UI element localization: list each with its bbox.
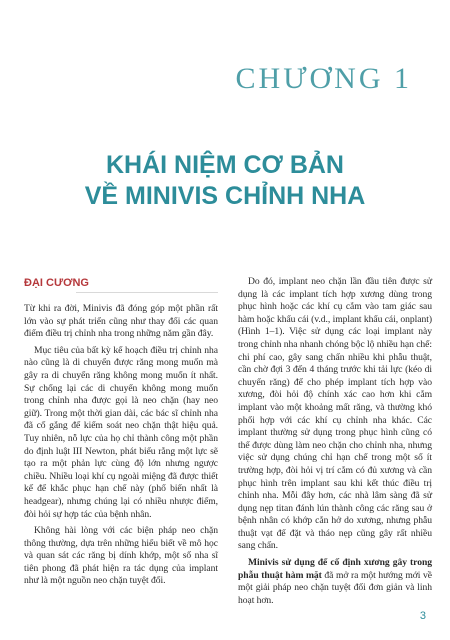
section-heading: ĐẠI CƯƠNG xyxy=(24,277,89,289)
left-column xyxy=(24,276,218,592)
chapter-title-line-2: VỀ MINIVIS CHỈNH NHA xyxy=(84,182,366,210)
paragraph-text: đã mở ra một hướng mới về một giải pháp neo chặn tuyệt đối đơn giản và linh hoạt hơn. xyxy=(238,569,432,606)
paragraph: Mục tiêu của bất kỳ kế hoạch điều trị chỉnh nha nào cũng là di chuyển được răng mong muốn mà gây ra di chuyển răng không mong muốn ít nhất. Sự chống lại các di chuyển không mong muốn trong chỉnh nha được gọi là neo chặn (hay neo giữ). Trong một thời gian dài, các bác sĩ chỉnh nha đã cố gắng để kiểm soát neo chặn thật hiệu quả. Tuy nhiên, nỗ lực của họ chỉ thành công một phần do định luật III Newton, phát biểu rằng một lực sẽ tạo ra một phản lực cùng độ lớn nhưng ngược chiều. Nhiều loại khí cụ ngoài miệng đã được thiết kế để khắc phục hạn chế này (phổ biến nhất là headgear), nhưng chúng lại có nhiều nhược điểm, đòi hỏi sự hợp tác của bệnh nhân. xyxy=(24,344,218,520)
heading-rule xyxy=(76,292,218,293)
page-number: 3 xyxy=(419,610,426,622)
paragraph: Không hài lòng với các biện pháp neo chặn thông thường, dựa trên những hiểu biết về mô học và quan sát các răng bị dính khớp, một số nha sĩ tiên phong đã phát hiện ra tác dụng của implant như là một nguồn neo chặn tuyệt đối. xyxy=(24,525,218,587)
paragraph: Từ khi ra đời, Minivis đã đóng góp một phần rất lớn vào sự phát triển cũng như thay đổi các quan điểm điều trị chỉnh nha trong những năm gần đây. xyxy=(24,303,218,340)
emphasis-text: Minivis sử dụng để cố định xương gây trong phẫu thuật hàm mặt xyxy=(238,557,432,581)
chapter-title-line-1: KHÁI NIỆM CƠ BẢN xyxy=(106,151,344,179)
chapter-label: CHƯƠNG 1 xyxy=(235,62,412,95)
paragraph-final xyxy=(238,557,432,607)
paragraph: Do đó, implant neo chặn lần đầu tiên được sử dụng là các implant tích hợp xương dùng trong phục hình hoặc các khí cụ cắm vào tam giác sau hàm hoặc khẩu cái (v.d., implant khẩu cái, onplant) (Hình 1–1). Việc sử dụng các loại implant này trong chỉnh nha nhanh chóng bộc lộ nhiều hạn chế: chi phí cao, gây sang chấn nhiều khi phẫu thuật, cần chờ đợi 3 đến 4 tháng trước khi tải lực (kéo di chuyển răng) để cho phép implant tích hợp vào xương, đòi hỏi độ chính xác cao hơn khi cắm implant vào một khoảng mất răng, và thường khó phối hợp với các khí cụ chỉnh nha khác. Các implant thường sử dụng trong phục hình cũng có thể được dùng làm neo chặn cho chỉnh nha, nhưng việc sử dụng chúng chỉ hạn chế trong một số ít trường hợp, đòi hỏi vị trí cắm có đủ xương và cần phục hình trên implant sau khi kết thúc điều trị chỉnh nha. Mỗi đây hơn, các nhà lâm sàng đã sử dụng nẹp titan đánh lún thành công các răng sau ở bệnh nhân có khớp cắn hở do xương, nhưng phẫu thuật vạt để đặt và tháo nẹp cũng gây rất nhiều sang chấn. xyxy=(238,276,432,552)
right-column xyxy=(238,276,432,611)
chapter-title xyxy=(0,150,450,212)
